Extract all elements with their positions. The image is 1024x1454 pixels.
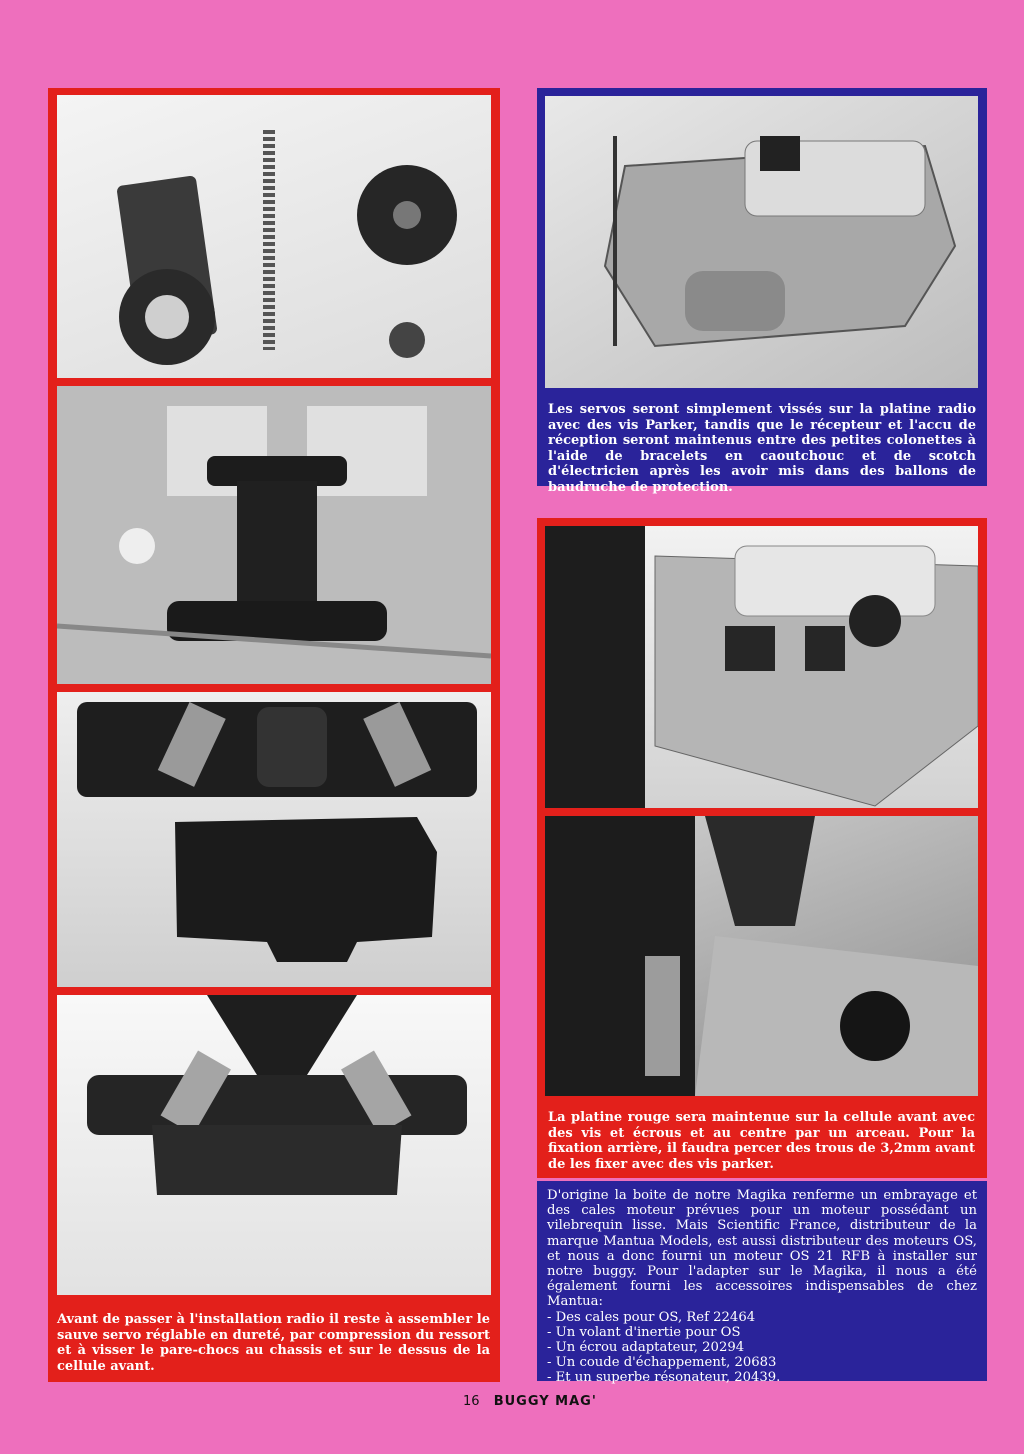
list-item: - Un volant d'inertie pour OS	[547, 1324, 741, 1340]
photo-engine-closeup	[545, 816, 978, 1096]
list-item: - Un écrou adaptateur, 20294	[547, 1340, 745, 1356]
caption-sauve-servo: Avant de passer à l'installation radio il reste à assembler le sauve servo réglable en dureté, par compression du ressort et à visser le pare-chocs au chassis et sur le dessus de la cellule avant.	[57, 1312, 490, 1374]
info-box	[547, 1188, 977, 1386]
photo-clutch-parts	[57, 95, 491, 378]
caption-platine: La platine rouge sera maintenue sur la cellule avant avec des vis et écrous et au centre par un arceau. Pour la fixation arrière, il faudra percer des trous de 3,2mm avant de les fixer avec des vis parker.	[548, 1110, 975, 1172]
accessory-list	[547, 1310, 977, 1386]
magazine-name: BUGGY MAG'	[493, 1394, 597, 1409]
list-item: - Un coude d'échappement, 20683	[547, 1355, 777, 1371]
photo-front-bumper	[57, 995, 491, 1295]
photo-rear-suspension	[57, 692, 491, 987]
list-item: - Et un superbe résonateur, 20439.	[547, 1370, 781, 1386]
page-number: 16	[463, 1394, 480, 1409]
photo-chassis-servos	[545, 526, 978, 808]
list-item: - Des cales pour OS, Ref 22464	[547, 1309, 756, 1325]
photo-radio-plate	[545, 96, 978, 388]
photo-servo-saver	[57, 386, 491, 684]
page-footer	[463, 1394, 597, 1409]
info-paragraph: D'origine la boite de notre Magika renferme un embrayage et des cales moteur prévues pour un moteur possédant un vilebrequin lisse. Mais Scientific France, distributeur de la marque Mantua Models, est aussi distributeur des moteurs OS, et nous a donc fourni un moteur OS 21 RFB à installer sur notre buggy. Pour l'adapter sur le Magika, il nous a été également fourni les accessoires indispensables de chez Mantua:	[547, 1188, 977, 1310]
caption-servos: Les servos seront simplement vissés sur la platine radio avec des vis Parker, tandis que le récepteur et l'accu de réception seront maintenus entre des petites colonettes à l'aide de bracelets en caoutchouc et de scotch d'électricien après les avoir mis dans des ballons de baudruche de protection.	[548, 402, 976, 495]
